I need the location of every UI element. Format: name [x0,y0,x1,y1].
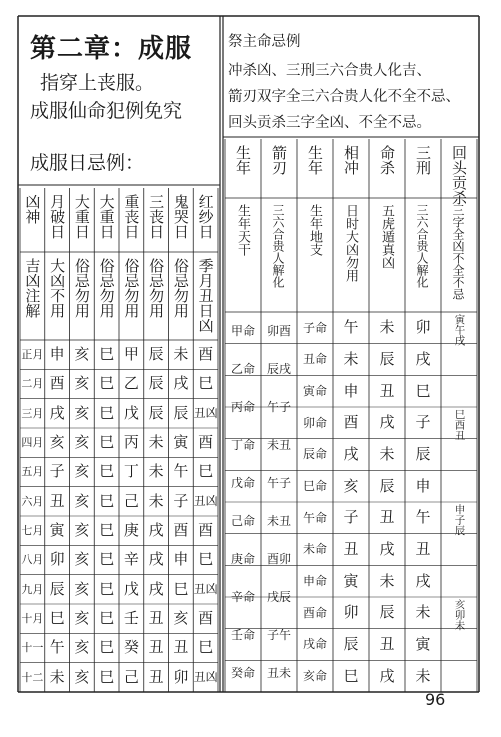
left-cell: 丑凶 [193,494,218,509]
left-cell: 酉 [198,609,214,628]
right-cell: 丑未 [266,666,291,680]
left-cell: 卯 [173,667,189,686]
right-cell: 亥命 [302,669,327,684]
right-cell: 丁命 [230,438,255,452]
right-col-note: 日时大凶勿用 [343,204,358,282]
left-cell: 四月 [21,436,44,450]
header-line-2: 成服仙命犯例免究 [30,100,183,122]
left-cell: 亥 [74,667,90,686]
left-cell: 丙 [123,433,139,452]
left-cell: 申 [49,345,65,364]
left-cell: 酉 [198,433,214,452]
left-col-header: 重丧日 [122,194,141,239]
left-cell: 巳 [198,462,214,481]
right-cell: 申 [415,476,431,495]
left-col-header: 月破日 [48,194,67,239]
left-cell: 正月 [21,348,44,362]
right-cell: 未 [379,444,395,463]
left-col-header: 凶神 [23,194,42,224]
left-cell: 壬 [123,609,139,628]
right-cell: 亥 [343,476,359,495]
right-cell: 子命 [302,320,327,335]
right-cell: 卯 [343,603,359,622]
left-cell: 七月 [21,524,44,538]
left-cell: 戌 [148,521,164,540]
left-cell: 巳 [99,638,115,657]
right-cell: 酉命 [302,605,327,620]
left-cell: 亥 [74,638,90,657]
left-cell: 十一 [21,641,44,655]
right-cell: 申子辰 [453,504,466,536]
right-cell: 辰 [379,349,395,368]
left-cell: 巳 [198,550,214,569]
left-col-header: 鬼哭日 [171,194,190,239]
left-col-header: 大重日 [97,194,116,239]
left-cell: 戊 [123,579,139,598]
right-cell: 辰 [379,603,395,622]
left-cell: 辰 [148,345,164,364]
left-cell: 戌 [173,374,189,393]
left-cell: 亥 [74,374,90,393]
left-cell: 巳 [99,521,115,540]
left-cell: 巳 [99,550,115,569]
left-cell: 癸 [123,638,139,657]
left-cell: 巳 [198,638,214,657]
left-cell: 亥 [74,403,90,422]
right-cell: 辰命 [302,447,327,462]
left-cell: 己 [123,667,139,686]
left-cell: 亥 [74,433,90,452]
right-cell: 午 [415,508,431,527]
right-cell: 午 [343,318,359,337]
left-col-note: 大凶不用 [48,258,67,318]
right-cell: 未 [415,603,431,622]
left-cell: 戊 [123,403,139,422]
right-cell: 申命 [302,574,327,589]
right-cell: 午子 [266,476,291,490]
left-cell: 戌 [49,403,65,422]
left-cell: 九月 [21,582,44,596]
right-cell: 未 [379,318,395,337]
right-cell: 戌 [343,444,359,463]
right-cell: 未 [343,349,359,368]
left-col-note: 俗忌勿用 [147,258,166,318]
right-cell: 戊命 [230,476,255,490]
right-cell: 丑 [415,539,431,558]
left-cell: 丑凶 [193,670,218,685]
left-cell: 未 [148,491,164,510]
right-cell: 丑 [379,508,395,527]
left-cell: 亥 [173,609,189,628]
right-cell: 庚命 [230,552,255,566]
right-cell: 午命 [302,510,327,525]
left-col-note: 俗忌勿用 [72,258,91,318]
left-cell: 亥 [74,345,90,364]
left-cell: 未 [173,345,189,364]
left-col-header: 红纱日 [196,194,215,239]
left-cell: 戌 [148,550,164,569]
header-line-3: 成服日忌例： [30,152,145,174]
right-cell: 戌命 [302,637,327,652]
right-col-note: 三字全凶不全不忌 [451,204,465,300]
left-cell: 寅 [49,521,65,540]
note-line-2: 箭刃双字全三六合贵人化不全不忌、 [228,89,460,105]
right-cell: 子 [343,508,359,527]
right-cell: 酉卯 [266,552,291,566]
right-cell: 午子 [266,400,291,414]
right-cell: 巳 [343,666,359,685]
right-cell: 戌 [379,539,395,558]
right-cell: 戌辰 [266,590,291,604]
right-col-header: 生年 [306,145,324,175]
left-cell: 酉 [198,521,214,540]
left-cell: 丑 [148,667,164,686]
left-cell: 丑 [148,609,164,628]
left-cell: 巳 [99,345,115,364]
left-col-note: 吉凶注解 [23,258,42,318]
right-cell: 辰戌 [266,362,291,376]
chapter-title: 第二章：成服 [30,34,193,64]
right-cell: 未 [379,571,395,590]
right-cell: 巳命 [302,479,327,494]
note-line-3: 回头贡杀三字全凶、不全不忌。 [228,115,431,131]
left-cell: 甲 [123,345,139,364]
left-cell: 酉 [49,374,65,393]
left-cell: 丑凶 [193,582,218,597]
left-col-note: 俗忌勿用 [97,258,116,318]
right-col-note: 三六合贵人解化 [271,204,285,288]
right-cell: 丑 [379,381,395,400]
left-cell: 十月 [21,612,44,626]
right-cell: 壬命 [230,628,255,642]
right-cell: 戌 [379,413,395,432]
left-cell: 己 [123,491,139,510]
right-cell: 辰 [379,476,395,495]
right-col-header: 箭刃 [270,145,288,175]
left-cell: 巳 [99,579,115,598]
left-cell: 丑 [148,638,164,657]
right-cell: 未命 [302,542,327,557]
left-cell: 巳 [99,374,115,393]
left-cell: 丁 [123,462,139,481]
left-cell: 酉 [173,521,189,540]
left-cell: 子 [173,491,189,510]
left-cell: 申 [173,550,189,569]
right-col-header: 生年 [234,145,252,175]
left-cell: 庚 [123,521,139,540]
left-cell: 巳 [198,374,214,393]
left-cell: 卯 [49,550,65,569]
right-cell: 丑 [379,634,395,653]
right-col-header: 相冲 [342,145,360,175]
right-col-header: 回头贡杀 [450,145,468,205]
right-cell: 未 [415,666,431,685]
right-col-header: 三刑 [414,145,432,175]
right-cell: 丙命 [230,400,255,414]
right-cell: 甲命 [230,324,255,338]
right-cell: 子 [415,413,431,432]
left-cell: 未 [49,667,65,686]
page-number: 96 [425,690,446,709]
left-col-header: 大重日 [72,194,91,239]
left-cell: 辰 [148,403,164,422]
right-cell: 申 [343,381,359,400]
left-col-note: 俗忌勿用 [122,258,141,318]
right-cell: 巳酉丑 [453,409,466,441]
right-col-header: 命杀 [378,145,396,175]
right-col-note: 生年天干 [235,204,250,256]
right-cell: 卯命 [302,415,327,430]
right-cell: 未丑 [266,438,291,452]
right-col-note: 生年地支 [307,204,322,256]
left-cell: 巳 [99,433,115,452]
right-cell: 辰 [415,444,431,463]
right-cell: 戌 [415,349,431,368]
left-cell: 辛 [123,550,139,569]
left-cell: 巳 [99,667,115,686]
right-cell: 辰 [343,634,359,653]
left-cell: 亥 [74,521,90,540]
left-cell: 亥 [74,462,90,481]
right-cell: 寅 [415,634,431,653]
right-cell: 丑 [343,539,359,558]
left-cell: 子 [49,462,65,481]
left-cell: 巳 [99,609,115,628]
left-cell: 辰 [148,374,164,393]
left-cell: 八月 [21,553,44,567]
left-cell: 午 [173,462,189,481]
left-cell: 辰 [49,579,65,598]
right-col-note: 五虎遁真凶 [379,204,394,269]
left-cell: 巳 [99,403,115,422]
left-cell: 亥 [74,579,90,598]
left-cell: 丑 [173,638,189,657]
right-cell: 亥卯未 [453,599,466,631]
left-cell: 亥 [49,433,65,452]
note-line-1: 冲杀凶、三刑三六合贵人化吉、 [228,63,431,79]
left-cell: 戌 [148,579,164,598]
left-cell: 乙 [123,374,139,393]
left-cell: 辰 [173,403,189,422]
right-cell: 巳 [415,381,431,400]
right-cell: 戌 [415,571,431,590]
right-cell: 寅午戌 [453,314,466,346]
right-cell: 辛命 [230,590,255,604]
left-cell: 巳 [99,491,115,510]
right-cell: 己命 [230,514,255,528]
left-col-note: 俗忌勿用 [171,258,190,318]
right-cell: 卯酉 [266,324,291,338]
right-cell: 寅命 [302,384,327,399]
right-cell: 癸命 [230,666,255,680]
left-cell: 巳 [49,609,65,628]
right-cell: 酉 [343,413,359,432]
left-cell: 酉 [198,345,214,364]
right-cell: 乙命 [230,362,255,376]
left-cell: 亥 [74,609,90,628]
left-cell: 三月 [21,406,44,420]
left-cell: 丑 [49,491,65,510]
right-cell: 丑命 [302,352,327,367]
right-cell: 子午 [266,628,291,642]
left-cell: 五月 [21,465,44,479]
left-cell: 巳 [173,579,189,598]
left-col-note: 季月丑日凶 [196,258,215,333]
left-cell: 亥 [74,491,90,510]
left-cell: 巳 [99,462,115,481]
right-cell: 戌 [379,666,395,685]
right-cell: 未丑 [266,514,291,528]
left-cell: 二月 [21,377,44,391]
left-cell: 午 [49,638,65,657]
left-cell: 丑凶 [193,406,218,421]
right-cell: 寅 [343,571,359,590]
right-cell: 卯 [415,318,431,337]
left-col-header: 三丧日 [147,194,166,239]
left-cell: 未 [148,462,164,481]
left-cell: 寅 [173,433,189,452]
note-title: 祭主命忌例 [228,34,301,50]
right-col-note: 三六合贵人解化 [415,204,429,288]
left-cell: 亥 [74,550,90,569]
header-line-1: 指穿上丧服。 [40,72,155,94]
left-cell: 六月 [21,494,44,508]
left-cell: 十二 [21,670,44,684]
left-cell: 未 [148,433,164,452]
